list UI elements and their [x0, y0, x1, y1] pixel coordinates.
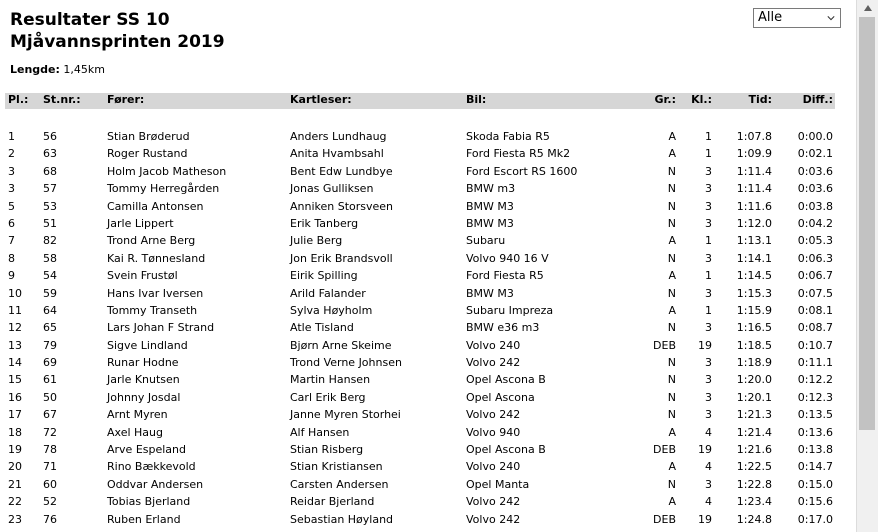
cell-group: N: [667, 182, 676, 196]
cell-class: 4: [705, 495, 712, 509]
cell-codriver: Sylva Høyholm: [290, 303, 373, 317]
header-place: Pl.:: [8, 93, 29, 106]
cell-codriver: Jon Erik Brandsvoll: [290, 251, 393, 265]
cell-class: 3: [705, 286, 712, 300]
cell-time: 1:20.1: [736, 390, 772, 404]
cell-car: BMW e36 m3: [466, 321, 540, 335]
table-row: [5, 180, 835, 197]
cell-start-number: 56: [43, 130, 57, 143]
cell-group: N: [667, 477, 676, 491]
cell-car: Volvo 242: [466, 408, 521, 422]
table-row: [5, 476, 835, 493]
cell-class: 3: [705, 216, 712, 230]
cell-class: 3: [705, 373, 712, 387]
cell-driver: Sigve Lindland: [107, 338, 188, 352]
cell-group: A: [668, 147, 676, 161]
cell-car: Ford Escort RS 1600: [466, 164, 578, 178]
cell-group: A: [668, 460, 676, 474]
cell-diff: 0:03.6: [797, 164, 833, 178]
cell-car: Volvo 242: [466, 356, 521, 370]
cell-car: Volvo 240: [466, 338, 521, 352]
cell-group: A: [668, 234, 676, 248]
cell-start-number: 61: [43, 373, 57, 387]
cell-place: 8: [8, 251, 15, 265]
cell-driver: Arnt Myren: [107, 408, 168, 422]
header-time: Tid:: [748, 93, 772, 106]
cell-class: 3: [705, 408, 712, 422]
cell-codriver: Carsten Andersen: [290, 477, 389, 491]
class-filter-select[interactable]: [753, 8, 841, 28]
scrollbar-thumb[interactable]: [859, 17, 875, 430]
header-diff: Diff.:: [802, 93, 833, 106]
cell-diff: 0:13.5: [797, 408, 833, 422]
cell-diff: 0:17.0: [797, 512, 833, 526]
table-row: [5, 493, 835, 510]
table-row: [5, 215, 835, 232]
cell-class: 3: [705, 251, 712, 265]
cell-time: 1:14.5: [736, 269, 772, 283]
cell-codriver: Eirik Spilling: [290, 269, 358, 283]
table-row: [5, 511, 835, 528]
table-row: [5, 441, 835, 458]
cell-car: BMW m3: [466, 182, 516, 196]
cell-group: DEB: [653, 512, 676, 526]
cell-class: 3: [705, 199, 712, 213]
cell-time: 1:11.4: [736, 164, 772, 178]
cell-driver: Jarle Knutsen: [107, 373, 180, 387]
cell-class: 1: [705, 303, 712, 317]
title-line-1: Resultater SS 10: [10, 10, 170, 30]
cell-place: 9: [8, 269, 15, 283]
length-label: Lengde:: [10, 63, 60, 76]
cell-place: 3: [8, 182, 15, 196]
header-class: Kl.:: [691, 93, 712, 106]
cell-driver: Hans Ivar Iversen: [107, 286, 204, 300]
table-row: [5, 267, 835, 284]
cell-start-number: 53: [43, 199, 57, 213]
table-row: [5, 163, 835, 180]
cell-group: N: [667, 216, 676, 230]
cell-place: 23: [8, 512, 22, 526]
cell-start-number: 78: [43, 443, 57, 457]
cell-group: A: [668, 269, 676, 283]
cell-time: 1:18.5: [736, 338, 772, 352]
cell-codriver: Sebastian Høyland: [290, 512, 394, 526]
cell-codriver: Stian Kristiansen: [290, 460, 383, 474]
cell-group: N: [667, 321, 676, 335]
cell-car: Ford Fiesta R5 Mk2: [466, 147, 571, 161]
cell-car: Volvo 940 16 V: [466, 251, 549, 265]
table-row: [5, 406, 835, 423]
cell-time: 1:14.1: [736, 251, 772, 265]
cell-class: 3: [705, 477, 712, 491]
cell-start-number: 63: [43, 147, 57, 161]
table-row: [5, 337, 835, 354]
table-row: [5, 232, 835, 249]
cell-place: 11: [8, 303, 22, 317]
cell-diff: 0:06.3: [797, 251, 833, 265]
cell-group: N: [667, 408, 676, 422]
cell-start-number: 67: [43, 408, 57, 422]
cell-codriver: Alf Hansen: [290, 425, 350, 439]
cell-start-number: 68: [43, 164, 57, 178]
cell-diff: 0:03.8: [797, 199, 833, 213]
cell-place: 14: [8, 356, 22, 370]
cell-place: 18: [8, 425, 22, 439]
cell-time: 1:22.5: [736, 460, 772, 474]
cell-diff: 0:10.7: [797, 338, 833, 352]
cell-driver: Axel Haug: [107, 425, 163, 439]
cell-start-number: 76: [43, 512, 57, 526]
cell-diff: 0:14.7: [797, 460, 833, 474]
cell-diff: 0:05.3: [797, 234, 833, 248]
class-filter-value: Alle: [758, 10, 783, 25]
cell-time: 1:18.9: [736, 356, 772, 370]
cell-time: 1:24.8: [736, 512, 772, 526]
cell-place: 15: [8, 373, 22, 387]
cell-place: 6: [8, 216, 15, 230]
cell-group: A: [668, 303, 676, 317]
cell-driver: Tobias Bjerland: [107, 495, 191, 509]
cell-car: Opel Manta: [466, 477, 530, 491]
cell-car: Volvo 940: [466, 425, 521, 439]
table-row: [5, 285, 835, 302]
cell-class: 3: [705, 356, 712, 370]
table-row: [5, 458, 835, 475]
cell-time: 1:07.8: [736, 130, 772, 143]
cell-driver: Trond Arne Berg: [107, 234, 196, 248]
cell-diff: 0:08.7: [797, 321, 833, 335]
cell-codriver: Stian Risberg: [290, 443, 364, 457]
cell-place: 5: [8, 199, 15, 213]
cell-diff: 0:12.2: [797, 373, 833, 387]
cell-time: 1:21.6: [736, 443, 772, 457]
stage-length: [10, 63, 105, 76]
cell-codriver: Anniken Storsveen: [290, 199, 394, 213]
cell-car: Ford Fiesta R5: [466, 269, 544, 283]
table-row: [5, 389, 835, 406]
cell-start-number: 50: [43, 390, 57, 404]
header-car: Bil:: [466, 93, 487, 106]
cell-driver: Jarle Lippert: [107, 216, 174, 230]
cell-driver: Holm Jacob Matheson: [107, 164, 227, 178]
cell-car: Volvo 242: [466, 512, 521, 526]
cell-place: 7: [8, 234, 15, 248]
cell-diff: 0:13.6: [797, 425, 833, 439]
results-table-header: [5, 93, 835, 109]
cell-start-number: 51: [43, 216, 57, 230]
cell-car: Skoda Fabia R5: [466, 130, 550, 143]
cell-diff: 0:11.1: [797, 356, 833, 370]
cell-diff: 0:15.6: [797, 495, 833, 509]
cell-car: BMW M3: [466, 199, 514, 213]
table-row: [5, 424, 835, 441]
chevron-up-icon[interactable]: [863, 4, 873, 12]
cell-car: Opel Ascona: [466, 390, 535, 404]
cell-driver: Tommy Herregården: [107, 182, 220, 196]
cell-place: 19: [8, 443, 22, 457]
cell-driver: Arve Espeland: [107, 443, 187, 457]
cell-start-number: 60: [43, 477, 57, 491]
cell-group: DEB: [653, 443, 676, 457]
title-line-2: Mjåvannsprinten 2019: [10, 32, 225, 52]
cell-group: N: [667, 199, 676, 213]
cell-codriver: Julie Berg: [290, 234, 343, 248]
header-codriver: Kartleser:: [290, 93, 352, 106]
cell-group: N: [667, 251, 676, 265]
cell-class: 3: [705, 321, 712, 335]
cell-start-number: 57: [43, 182, 57, 196]
cell-place: 22: [8, 495, 22, 509]
cell-driver: Ruben Erland: [107, 512, 181, 526]
cell-time: 1:11.4: [736, 182, 772, 196]
cell-codriver: Jonas Gulliksen: [290, 182, 374, 196]
cell-place: 12: [8, 321, 22, 335]
cell-time: 1:12.0: [736, 216, 772, 230]
cell-car: BMW M3: [466, 286, 514, 300]
cell-driver: Tommy Transeth: [107, 303, 198, 317]
cell-diff: 0:12.3: [797, 390, 833, 404]
cell-time: 1:21.3: [736, 408, 772, 422]
cell-class: 4: [705, 425, 712, 439]
cell-start-number: 79: [43, 338, 57, 352]
cell-diff: 0:08.1: [797, 303, 833, 317]
cell-codriver: Carl Erik Berg: [290, 390, 366, 404]
page-title: [10, 9, 225, 53]
cell-diff: 0:15.0: [797, 477, 833, 491]
table-row: [5, 250, 835, 267]
results-table-body: [5, 128, 835, 528]
cell-start-number: 59: [43, 286, 57, 300]
cell-driver: Stian Brøderud: [107, 130, 190, 143]
cell-driver: Rino Bækkevold: [107, 460, 196, 474]
cell-group: N: [667, 356, 676, 370]
chevron-down-icon: [827, 14, 835, 22]
cell-car: Subaru: [466, 234, 506, 248]
header-driver: Fører:: [107, 93, 145, 106]
cell-codriver: Bjørn Arne Skeime: [290, 338, 392, 352]
cell-time: 1:15.9: [736, 303, 772, 317]
cell-diff: 0:13.8: [797, 443, 833, 457]
cell-group: N: [667, 390, 676, 404]
cell-place: 20: [8, 460, 22, 474]
cell-driver: Kai R. Tønnesland: [107, 251, 206, 265]
cell-diff: 0:04.2: [797, 216, 833, 230]
cell-diff: 0:02.1: [797, 147, 833, 161]
cell-group: N: [667, 286, 676, 300]
table-row: [5, 302, 835, 319]
cell-group: A: [668, 130, 676, 143]
cell-place: 3: [8, 164, 15, 178]
header-start-number: St.nr.:: [43, 93, 81, 106]
cell-car: Opel Ascona B: [466, 373, 546, 387]
cell-diff: 0:00.0: [797, 130, 833, 143]
cell-car: Subaru Impreza: [466, 303, 554, 317]
cell-time: 1:20.0: [736, 373, 772, 387]
table-row: [5, 371, 835, 388]
cell-start-number: 82: [43, 234, 57, 248]
cell-time: 1:15.3: [736, 286, 772, 300]
cell-diff: 0:07.5: [797, 286, 833, 300]
cell-class: 3: [705, 164, 712, 178]
cell-codriver: Atle Tisland: [290, 321, 354, 335]
cell-class: 1: [705, 147, 712, 161]
cell-car: BMW M3: [466, 216, 514, 230]
cell-group: A: [668, 495, 676, 509]
cell-codriver: Janne Myren Storhei: [290, 408, 401, 422]
table-row: [5, 198, 835, 215]
cell-driver: Runar Hodne: [107, 356, 179, 370]
cell-codriver: Bent Edw Lundbye: [290, 164, 393, 178]
cell-car: Volvo 240: [466, 460, 521, 474]
cell-group: N: [667, 164, 676, 178]
cell-time: 1:23.4: [736, 495, 772, 509]
cell-driver: Camilla Antonsen: [107, 199, 204, 213]
cell-class: 19: [698, 338, 712, 352]
cell-class: 1: [705, 130, 712, 143]
cell-place: 1: [8, 130, 15, 143]
cell-driver: Oddvar Andersen: [107, 477, 204, 491]
cell-time: 1:09.9: [736, 147, 772, 161]
cell-place: 16: [8, 390, 22, 404]
cell-start-number: 54: [43, 269, 57, 283]
vertical-scrollbar[interactable]: [856, 0, 878, 532]
cell-codriver: Reidar Bjerland: [290, 495, 375, 509]
cell-codriver: Trond Verne Johnsen: [290, 356, 402, 370]
cell-car: Opel Ascona B: [466, 443, 546, 457]
cell-diff: 0:03.6: [797, 182, 833, 196]
table-row: [5, 354, 835, 371]
cell-start-number: 72: [43, 425, 57, 439]
cell-driver: Johnny Josdal: [107, 390, 181, 404]
cell-group: DEB: [653, 338, 676, 352]
cell-time: 1:16.5: [736, 321, 772, 335]
table-row: [5, 319, 835, 336]
cell-place: 10: [8, 286, 22, 300]
cell-time: 1:13.1: [736, 234, 772, 248]
cell-class: 3: [705, 390, 712, 404]
cell-class: 19: [698, 443, 712, 457]
cell-class: 19: [698, 512, 712, 526]
header-group: Gr.:: [654, 93, 676, 106]
cell-group: A: [668, 425, 676, 439]
length-value: 1,45km: [63, 63, 105, 76]
cell-codriver: Arild Falander: [290, 286, 366, 300]
cell-start-number: 65: [43, 321, 57, 335]
table-row: [5, 128, 835, 145]
cell-codriver: Anders Lundhaug: [290, 130, 387, 143]
cell-car: Volvo 242: [466, 495, 521, 509]
cell-place: 13: [8, 338, 22, 352]
cell-codriver: Anita Hvambsahl: [290, 147, 384, 161]
cell-codriver: Martin Hansen: [290, 373, 371, 387]
table-row: [5, 145, 835, 162]
cell-codriver: Erik Tanberg: [290, 216, 359, 230]
cell-class: 1: [705, 269, 712, 283]
cell-start-number: 69: [43, 356, 57, 370]
cell-driver: Lars Johan F Strand: [107, 321, 215, 335]
cell-place: 2: [8, 147, 15, 161]
cell-place: 17: [8, 408, 22, 422]
cell-driver: Svein Frustøl: [107, 269, 178, 283]
cell-time: 1:21.4: [736, 425, 772, 439]
cell-class: 3: [705, 182, 712, 196]
cell-start-number: 71: [43, 460, 57, 474]
cell-start-number: 58: [43, 251, 57, 265]
cell-time: 1:22.8: [736, 477, 772, 491]
cell-place: 21: [8, 477, 22, 491]
cell-group: N: [667, 373, 676, 387]
cell-start-number: 64: [43, 303, 57, 317]
cell-time: 1:11.6: [736, 199, 772, 213]
cell-driver: Roger Rustand: [107, 147, 188, 161]
cell-class: 1: [705, 234, 712, 248]
cell-start-number: 52: [43, 495, 57, 509]
cell-class: 4: [705, 460, 712, 474]
cell-diff: 0:06.7: [797, 269, 833, 283]
